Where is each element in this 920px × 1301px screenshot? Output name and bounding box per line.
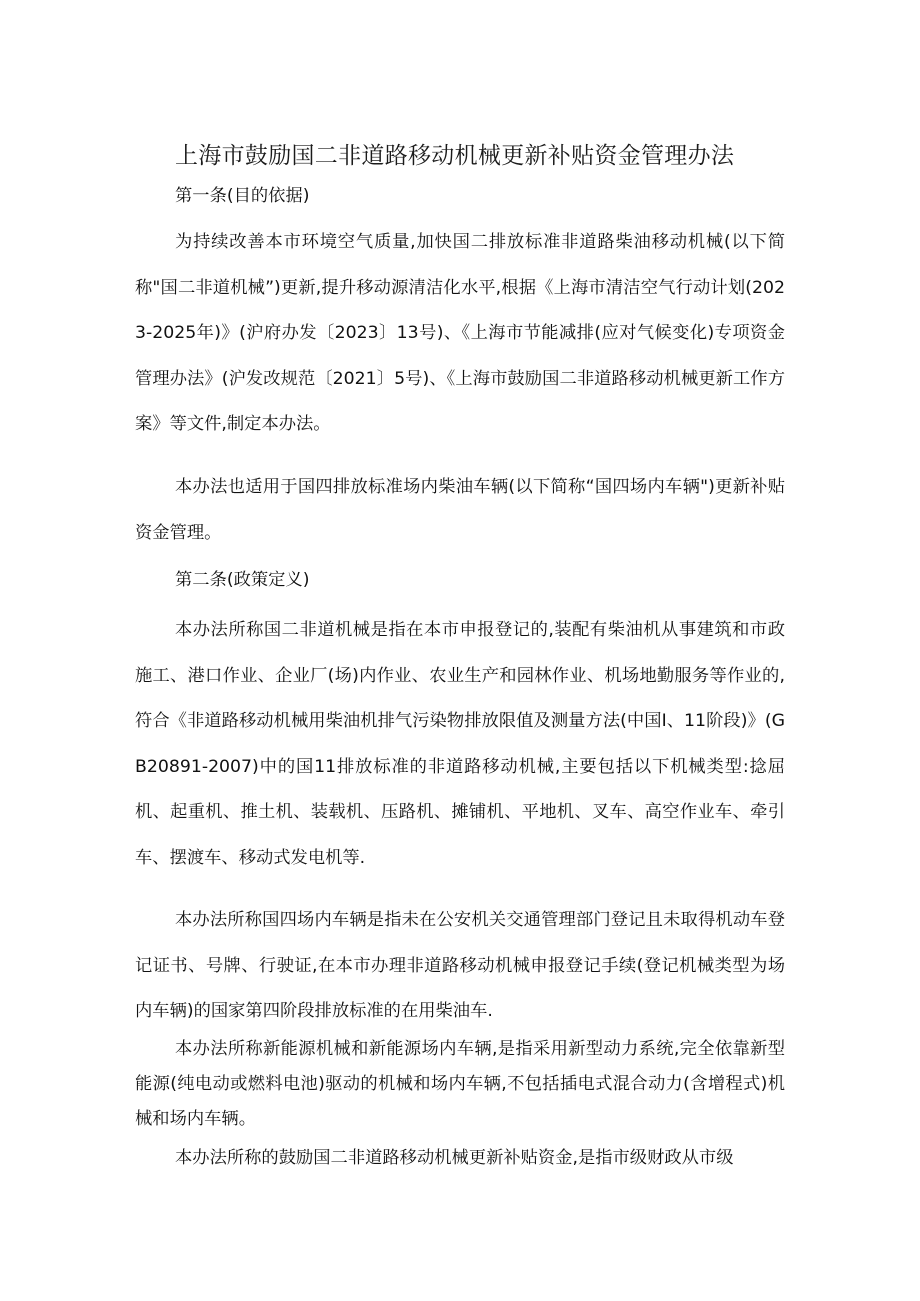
article-2-paragraph-4: 本办法所称的鼓励国二非道路移动机械更新补贴资金,是指市级财政从市级	[175, 1148, 734, 1168]
article-1-paragraph-2: 本办法也适用于国四排放标准场内柴油车辆(以下简称“国四场内车辆")更新补贴资金管理。	[135, 477, 785, 543]
article-1-heading: 第一条(目的依据)	[175, 186, 310, 206]
document-title: 上海市鼓励国二非道路移动机械更新补贴资金管理办法	[175, 143, 735, 169]
article-2-paragraph-3: 本办法所称新能源机械和新能源场内车辆,是指采用新型动力系统,完全依靠新型能源(纯电动或燃料电池)驱动的机械和场内车辆,不包括插电式混合动力(含增程式)机械和场内车辆。	[135, 1039, 785, 1129]
article-1-paragraph-1: 为持续改善本市环境空气质量,加快国二排放标准非道路柴油移动机械(以下简称"国二非道机械”)更新,提升移动源清洁化水平,根据《上海市清洁空气行动计划(2023-2025年)》(沪府办发〔2023〕13号)、《上海市节能减排(应对气候变化)专项资金管理办法》(沪发改规范〔2021〕5号)、《上海市鼓励国二非道路移动机械更新工作方案》等文件,制定本办法。	[135, 232, 785, 434]
article-2-paragraph-1: 本办法所称国二非道机械是指在本市申报登记的,装配有柴油机从事建筑和市政施工、港口作业、企业厂(场)内作业、农业生产和园林作业、机场地勤服务等作业的,符合《非道路移动机械用柴油机排气污染物排放限值及测量方法(中国I、11阶段)》(GB20891-2007)中的国11排放标准的非道路移动机械,主要包括以下机械类型:捻屈机、起重机、推土机、装载机、压路机、摊铺机、平地机、叉车、高空作业车、牵引车、摆渡车、移动式发电机等.	[135, 620, 785, 868]
article-2-paragraph-2: 本办法所称国四场内车辆是指未在公安机关交通管理部门登记且未取得机动车登记证书、号牌、行驶证,在本市办理非道路移动机械申报登记手续(登记机械类型为场内车辆)的国家第四阶段排放标准的在用柴油车.	[135, 910, 785, 1021]
article-2-heading: 第二条(政策定义)	[175, 570, 310, 590]
